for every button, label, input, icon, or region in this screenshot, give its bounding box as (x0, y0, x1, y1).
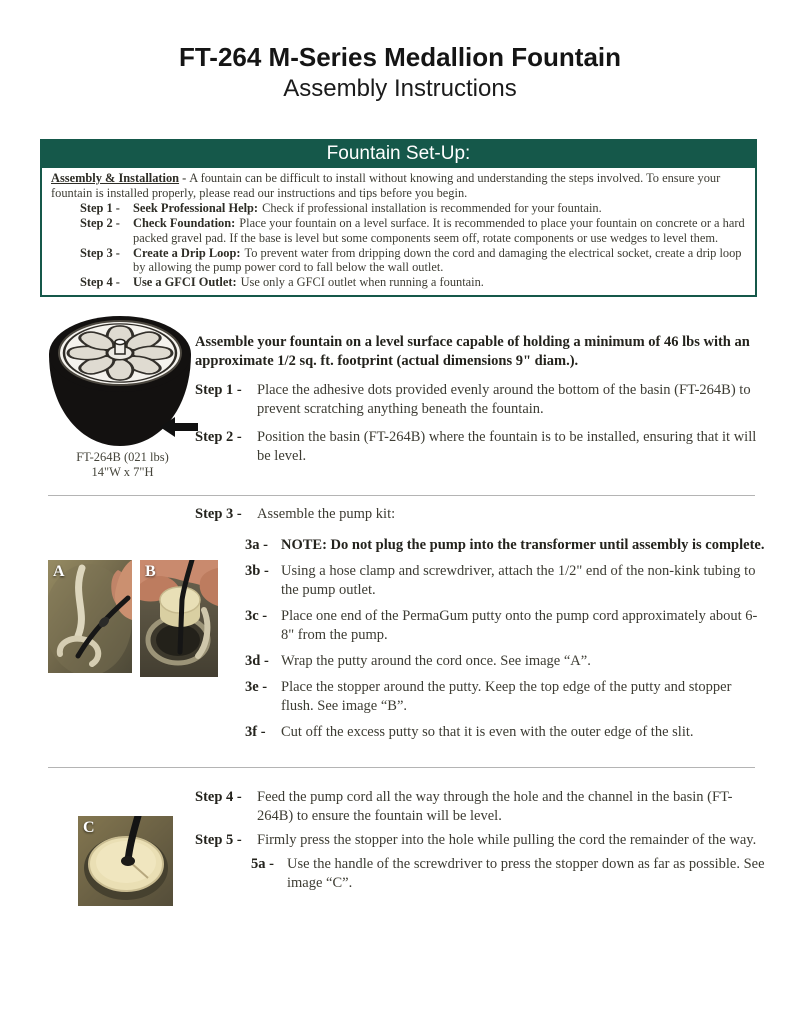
basin-step-1 (195, 381, 767, 419)
final-step-4 (195, 788, 767, 826)
setup-step-text: Check if professional installation is recommended for your fountain. (262, 200, 602, 215)
setup-step-number: Step 4 - (80, 275, 120, 290)
page-subtitle: Assembly Instructions (283, 75, 517, 102)
section-divider (48, 767, 755, 768)
substep-text: Wrap the putty around the cord once. See image “A”. (281, 653, 591, 669)
pump-substep-3c (245, 607, 767, 645)
pump-section (195, 505, 767, 749)
basin-caption (45, 450, 200, 480)
final-step-number: Step 5 - (195, 832, 242, 848)
substep-number: 3f - (245, 724, 266, 740)
pump-substep-3e (245, 678, 767, 716)
setup-step-4 (51, 275, 746, 290)
setup-step-label: Check Foundation: (133, 215, 236, 230)
setup-step-number: Step 1 - (80, 200, 120, 215)
basin-caption-model: FT-264B (021 lbs) (76, 450, 169, 464)
final-step-text: Firmly press the stopper into the hole while pulling the cord the remainder of the way. (257, 832, 757, 848)
substep-number: 3c - (245, 608, 268, 624)
setup-step-1 (51, 201, 746, 216)
substep-text: NOTE: Do not plug the pump into the transformer until assembly is complete. (281, 537, 765, 553)
photo-c-label: C (83, 819, 95, 836)
final-step-text: Feed the pump cord all the way through the hole and the channel in the basin (FT-264B) to ensure the fountain will be level. (257, 789, 733, 824)
final-step-5 (195, 831, 767, 850)
substep-text: Place the stopper around the putty. Keep the top edge of the putty and stopper flush. See image “B”. (281, 679, 732, 714)
pump-substep-3b (245, 562, 767, 600)
setup-step-text: Place your fountain on a level surface. It is recommended to place your fountain on concrete or a hard packed gravel pad. If the base is level but some components seem off, rotate components or use wedges to level them. (133, 215, 745, 245)
setup-box-header: Fountain Set-Up: (40, 139, 757, 168)
basin-step-text: Place the adhesive dots provided evenly around the bottom of the basin (FT-264B) to prevent scratching anything beneath the fountain. (257, 382, 751, 417)
substep-number: 3d - (245, 653, 269, 669)
photo-b-label: B (145, 563, 156, 580)
final-step-number: 5a - (251, 856, 274, 872)
pump-substep-3f (245, 723, 767, 742)
basin-step-number: Step 1 - (195, 382, 242, 398)
pump-step-number: Step 3 - (195, 506, 242, 522)
setup-box-body (40, 168, 757, 297)
section-divider (48, 495, 755, 496)
final-step-text: Use the handle of the screwdriver to press the stopper down as far as possible. See image “C”. (287, 856, 765, 891)
basin-step-text: Position the basin (FT-264B) where the fountain is to be installed, ensuring that it will be level. (257, 429, 757, 464)
setup-step-text: Use only a GFCI outlet when running a fountain. (240, 275, 484, 290)
setup-intro-separator: - (182, 171, 187, 185)
setup-step-number: Step 2 - (80, 215, 120, 230)
setup-step-number: Step 3 - (80, 245, 120, 260)
substep-number: 3a - (245, 537, 268, 553)
final-section (195, 788, 767, 898)
basin-section (195, 333, 767, 475)
setup-box (40, 139, 757, 297)
photo-c-stopper-pressed (78, 816, 173, 906)
setup-intro-lead: Assembly & Installation (51, 171, 180, 185)
pointer-arrow-icon (160, 417, 198, 442)
setup-intro-text: A fountain can be difficult to install without knowing and understanding the steps involved. To ensure your fountain is installed properly, please read our instructions and tips before you begin. (51, 171, 721, 200)
basin-caption-dimensions: 14"W x 7"H (91, 465, 154, 479)
basin-step-number: Step 2 - (195, 429, 242, 445)
setup-step-3 (51, 246, 746, 276)
basin-intro: Assemble your fountain on a level surface capable of holding a minimum of 46 lbs with an approximate 1/2 sq. ft. footprint (actual dimensions 9" diam.). (195, 334, 750, 369)
final-step-number: Step 4 - (195, 789, 242, 805)
setup-intro (51, 171, 746, 201)
substep-text: Place one end of the PermaGum putty onto the pump cord approximately about 6-8" from the pump. (281, 608, 758, 643)
substep-number: 3e - (245, 679, 268, 695)
photo-a-label: A (53, 563, 65, 580)
substep-text: Using a hose clamp and screwdriver, attach the 1/2" end of the non-kink tubing to the pump outlet. (281, 563, 756, 598)
page-title: FT-264 M-Series Medallion Fountain (178, 42, 622, 72)
final-substep-5a (195, 855, 767, 893)
pump-substep-3d (245, 652, 767, 671)
photo-a-putty-wrap (48, 560, 132, 673)
setup-step-label: Use a GFCI Outlet: (133, 275, 237, 290)
pump-substeps (195, 536, 767, 742)
setup-step-text: To prevent water from dripping down the cord and damaging the electrical socket, create a drip loop by allowing the pump power cord to fall below the wall outlet. (133, 245, 742, 275)
pump-step-3-heading (195, 505, 767, 524)
substep-number: 3b - (245, 563, 269, 579)
setup-step-label: Seek Professional Help: (133, 200, 259, 215)
pump-substep-3a (245, 536, 767, 555)
basin-step-2 (195, 428, 767, 466)
setup-step-label: Create a Drip Loop: (133, 245, 241, 260)
setup-step-2 (51, 216, 746, 246)
pump-step-text: Assemble the pump kit: (257, 506, 396, 522)
photo-b-stopper-flush (140, 560, 218, 677)
substep-text: Cut off the excess putty so that it is even with the outer edge of the slit. (281, 724, 694, 740)
